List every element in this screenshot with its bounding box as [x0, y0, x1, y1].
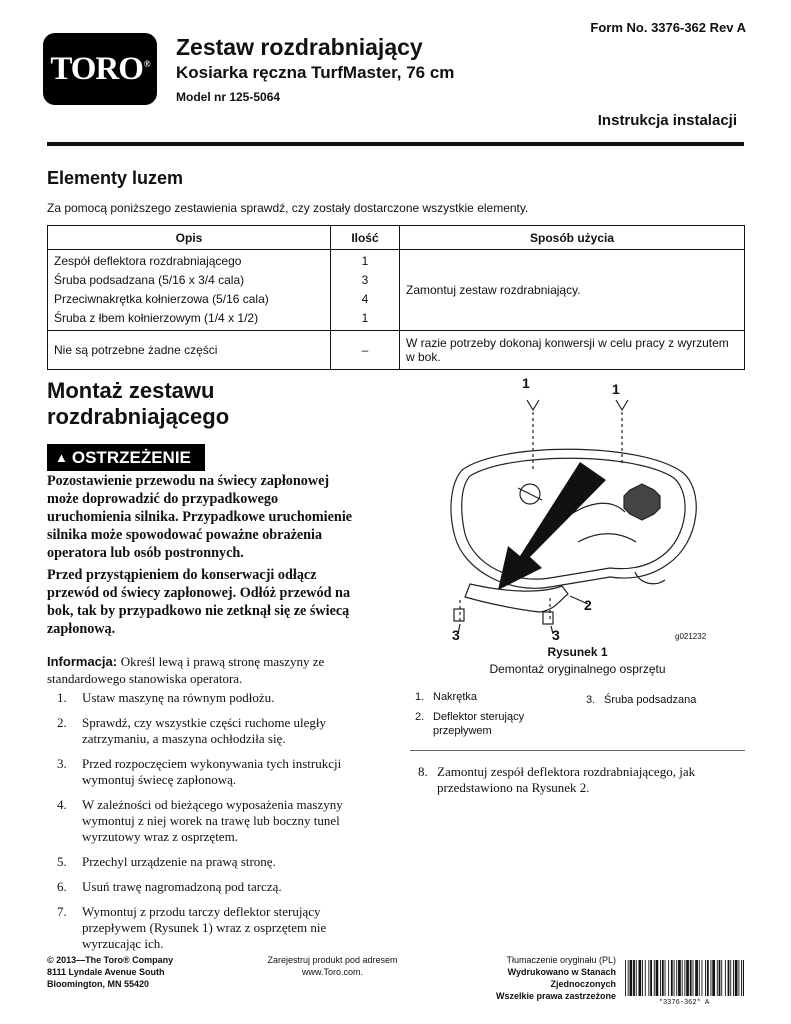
barcode-bar	[642, 960, 643, 996]
footer-line	[440, 966, 616, 990]
footer-line: Tłumaczenie oryginału (PL)	[506, 955, 616, 965]
footer-line: © 2013—The Toro® Company	[47, 955, 174, 965]
figure-callout: 3	[552, 627, 560, 643]
table-cell-quantities	[331, 250, 400, 331]
barcode-bar	[725, 960, 726, 996]
list-item	[47, 904, 377, 952]
model-number: Model nr 125-5064	[176, 90, 281, 104]
barcode-text: *3376-362* A	[658, 999, 710, 1006]
barcode-bar	[690, 960, 692, 996]
loose-parts-intro: Za pomocą poniższego zestawienia sprawdź, czy zostały dostarczone wszystkie elementy.	[47, 201, 529, 215]
part-description: Nie są potrzebne żadne części	[48, 331, 331, 370]
document-title: Zestaw rozdrabniający	[176, 34, 423, 60]
barcode-bar	[684, 960, 685, 996]
footer-register	[250, 954, 415, 978]
barcode-bar	[743, 960, 744, 996]
barcode-bar	[633, 960, 635, 996]
barcode-bar	[630, 960, 633, 996]
list-item	[47, 797, 377, 845]
part-description: Zespół deflektora rozdrabniającego	[54, 254, 242, 268]
barcode-bar	[628, 960, 629, 996]
barcode-bar	[695, 960, 698, 996]
footer-line	[440, 990, 616, 1002]
registered-mark: ®	[143, 58, 150, 69]
list-item	[47, 715, 377, 747]
legend-number: 1.	[415, 691, 425, 703]
list-item	[47, 756, 377, 788]
assembly-heading-line: rozdrabniającego	[47, 404, 230, 429]
barcode-bar	[730, 960, 731, 996]
barcode-bars	[625, 960, 744, 996]
part-description: Śruba z łbem kołnierzowym (1/4 x 1/2)	[54, 311, 259, 325]
step-text: Zamontuj zespół deflektora rozdrabniającego, jak przedstawiono na Rysunek 2.	[437, 764, 696, 795]
barcode-bar	[728, 960, 730, 996]
step-text: Przed rozpoczęciem wykonywania tych instrukcji wymontuj świecę zapłonową.	[82, 756, 342, 787]
barcode	[624, 960, 744, 1006]
barcode-bar	[711, 960, 712, 996]
step-number: 7.	[57, 904, 67, 919]
figure-title: Rysunek 1	[547, 645, 608, 659]
footer-line: Bloomington, MN 55420	[47, 979, 150, 989]
figure-illustration	[410, 372, 745, 647]
document-subtitle: Kosiarka ręczna TurfMaster, 76 cm	[176, 63, 455, 82]
step-text: Usuń trawę nagromadzoną pod tarczą.	[82, 879, 282, 894]
col-header-description: Opis	[48, 226, 331, 250]
step-number: 2.	[57, 715, 67, 730]
figure-callout: 3	[452, 627, 460, 643]
info-label: Informacja:	[47, 654, 118, 669]
figure-legend-item	[415, 690, 477, 704]
barcode-bar	[712, 960, 715, 996]
list-item	[47, 690, 377, 706]
part-description: Śruba podsadzana (5/16 x 3/4 cala)	[54, 273, 245, 287]
barcode-bar	[735, 960, 738, 996]
part-use: Zamontuj zestaw rozdrabniający.	[400, 250, 745, 331]
part-quantity: 4	[361, 292, 369, 306]
part-quantity: 3	[361, 273, 369, 287]
step-text: Sprawdź, czy wszystkie części ruchome uległy zatrzymaniu, a maszyna ochłodziła się.	[82, 715, 327, 746]
list-item	[47, 879, 377, 895]
barcode-bar	[693, 960, 694, 996]
barcode-bar	[625, 960, 626, 996]
logo-text: TORO	[50, 50, 143, 87]
legend-number: 2.	[415, 711, 425, 723]
footer-print-info	[440, 954, 616, 1002]
part-use: W razie potrzeby dokonaj konwersji w celu pracy z wyrzutem w bok.	[400, 331, 745, 370]
barcode-bar	[656, 960, 659, 996]
figure-code: g021232	[675, 632, 707, 641]
part-description: Przeciwnakrętka kołnierzowa (5/16 cala)	[54, 292, 269, 306]
step-number: 3.	[57, 756, 67, 771]
info-note	[47, 653, 367, 687]
info-text: Określ lewą i prawą stronę maszyny ze standardowego stanowiska operatora.	[47, 654, 325, 686]
footer-line: 8111 Lyndale Avenue South	[47, 967, 165, 977]
step-number: 6.	[57, 879, 67, 894]
barcode-bar	[702, 960, 703, 996]
barcode-bar	[660, 960, 661, 996]
toro-logo	[43, 33, 157, 105]
barcode-bar	[707, 960, 709, 996]
barcode-bar	[671, 960, 673, 996]
table-header-row	[48, 226, 745, 250]
figure-callout: 1	[612, 381, 620, 397]
col-header-use: Sposób użycia	[400, 226, 745, 250]
barcode-bar	[699, 960, 700, 996]
barcode-bar	[639, 960, 642, 996]
legend-label: Nakrętka	[433, 691, 478, 703]
step-number: 5.	[57, 854, 67, 869]
table-row	[48, 250, 745, 331]
barcode-bar	[738, 960, 739, 996]
header-divider	[47, 142, 744, 146]
table-row	[48, 331, 745, 370]
part-quantity: 1	[361, 311, 369, 325]
figure-caption: Demontaż oryginalnego osprzętu	[489, 662, 666, 676]
steps-list	[47, 690, 377, 961]
legend-label: Deflektor sterujący przepływem	[433, 711, 525, 737]
footer-line-bold: Wydrukowano w Stanach Zjednoczonych	[507, 967, 616, 989]
list-item	[47, 854, 377, 870]
legend-divider	[410, 750, 745, 751]
footer-copyright	[47, 954, 173, 990]
barcode-bar	[665, 960, 666, 996]
figure-legend-item	[586, 693, 696, 707]
footer-line: www.Toro.com.	[301, 967, 363, 977]
step-text: Wymontuj z przodu tarczy deflektor sterujący przepływem (Rysunek 1) wraz z osprzętem nie wyrzucając ich.	[82, 904, 327, 951]
footer-line: Zarejestruj produkt pod adresem	[267, 955, 398, 965]
col-header-quantity: Ilość	[331, 226, 400, 250]
step-number: 8.	[418, 764, 428, 779]
barcode-bar	[674, 960, 675, 996]
list-item	[410, 764, 745, 796]
warning-triangle-icon: ▲	[55, 450, 68, 465]
barcode-bar	[705, 960, 706, 996]
barcode-bar	[645, 960, 646, 996]
assembly-heading	[47, 378, 229, 430]
barcode-bar	[733, 960, 734, 996]
document-type: Instrukcja instalacji	[597, 112, 737, 129]
barcode-bar	[676, 960, 677, 996]
warning-paragraph: Przed przystąpieniem do konserwacji odłącz przewód od świecy zapłonowej. Odłóż przewód na bok, tak by przypadkowo nie zetknął się ze świecą zapłonową.	[47, 567, 351, 637]
step-text: Przechyl urządzenie na prawą stronę.	[82, 854, 276, 869]
barcode-bar	[636, 960, 637, 996]
barcode-bar	[662, 960, 664, 996]
barcode-bar	[721, 960, 722, 996]
step-text: Ustaw maszynę na równym podłożu.	[82, 690, 275, 705]
form-number: Form No. 3376-362 Rev A	[590, 20, 746, 35]
figure-callout: 2	[584, 597, 592, 613]
legend-label: Śruba podsadzana	[604, 694, 697, 706]
legend-number: 3.	[586, 694, 596, 706]
parts-table	[47, 225, 745, 370]
warning-paragraph: Pozostawienie przewodu na świecy zapłonowej może doprowadzić do przypadkowego uruchomienia silnika. Przypadkowe uruchomienie silnika może spowodować poważne obrażenia operatora lub osób postronnych.	[47, 473, 353, 561]
step-number: 4.	[57, 797, 67, 812]
figure-legend-item	[415, 710, 545, 738]
barcode-bar	[741, 960, 742, 996]
part-quantity: –	[331, 331, 400, 370]
warning-badge	[47, 444, 205, 471]
barcode-bar	[648, 960, 649, 996]
loose-parts-heading: Elementy luzem	[47, 168, 184, 188]
step-text: W zależności od bieżącego wyposażenia maszyny wymontuj z niej worek na trawę lub boczny tunel wyrzutowy wraz z osprzętem.	[82, 797, 343, 844]
barcode-bar	[719, 960, 721, 996]
barcode-bar	[678, 960, 681, 996]
part-quantity: 1	[361, 254, 369, 268]
barcode-bar	[717, 960, 718, 996]
barcode-bar	[668, 960, 669, 996]
mower-deck-drawing	[451, 400, 696, 634]
footer-line-bold: Wszelkie prawa zastrzeżone	[495, 991, 616, 1001]
step-number: 1.	[57, 690, 67, 705]
barcode-bar	[650, 960, 652, 996]
figure-callout: 1	[522, 375, 530, 391]
assembly-heading-line: Montaż zestawu	[47, 378, 215, 403]
barcode-bar	[654, 960, 655, 996]
barcode-bar	[686, 960, 689, 996]
table-cell-descriptions	[48, 250, 331, 331]
barcode-bar	[682, 960, 683, 996]
warning-label: OSTRZEŻENIE	[71, 447, 191, 467]
